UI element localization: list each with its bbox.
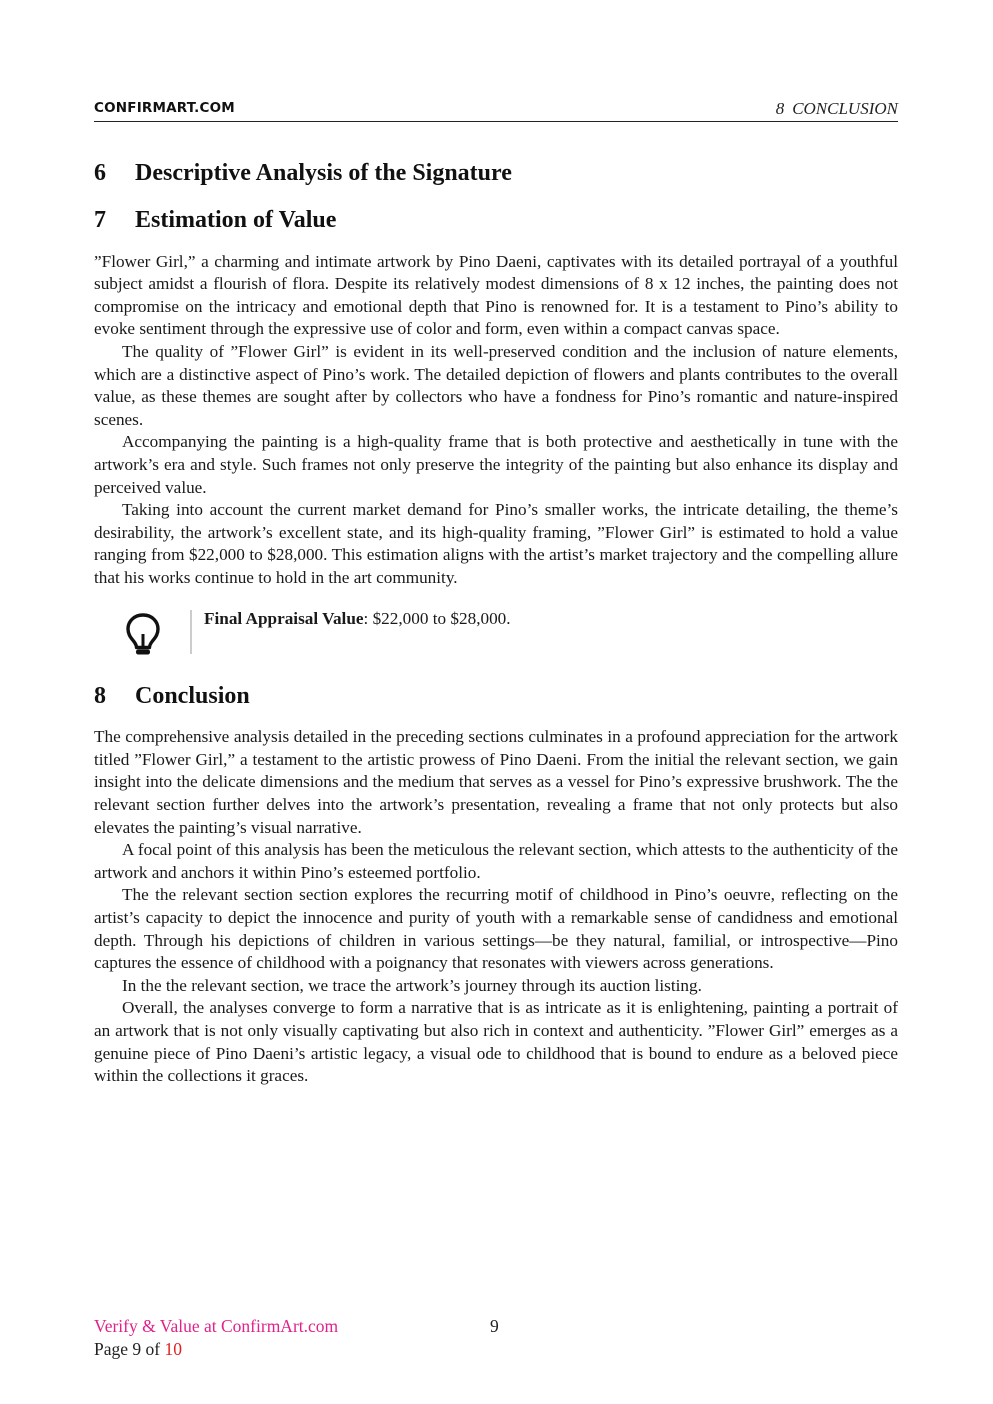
running-section-title: CONCLUSION <box>792 99 898 118</box>
total-pages-link[interactable]: 10 <box>164 1339 182 1359</box>
page-counter-prefix: Page 9 of <box>94 1339 165 1359</box>
paragraph: A focal point of this analysis has been the meticulous the relevant section, which attests to the authenticity of the artwork and anchors it within Pino’s esteemed portfolio. <box>94 840 898 882</box>
confirmart-logo[interactable]: CONFIRMART.COM <box>94 100 235 116</box>
running-section-number: 8 <box>775 99 785 118</box>
appraisal-label: Final Appraisal Value <box>204 608 364 628</box>
verify-value-link[interactable]: Verify & Value at ConfirmArt.com <box>94 1316 339 1336</box>
section-number: 8 <box>94 682 106 709</box>
section-heading-7 <box>94 206 898 235</box>
running-header <box>776 99 898 119</box>
appraisal-callout <box>94 608 898 658</box>
section-number: 7 <box>94 206 106 233</box>
paragraph: The the relevant section section explores the recurring motif of childhood in Pino’s oeuvre, reflecting on the artist’s capacity to depict the innocence and purity of youth with a remarkable sense of candidness and emotional depth. Through his depictions of children in various settings—be they natural, familial, or introspective—Pino captures the essence of childhood with a poignancy that resonates with viewers across generations. <box>94 885 898 973</box>
paragraph: Accompanying the painting is a high-quality frame that is both protective and aesthetically in tune with the artwork’s era and style. Such frames not only preserve the integrity of the painting but also enhance its display and perceived value. <box>94 432 898 497</box>
paragraph: The comprehensive analysis detailed in the preceding sections culminates in a profound appreciation for the artwork titled ”Flower Girl,” a testament to the artistic prowess of Pino Daeni. From the initial the relevant section, we gain insight into the delicate dimensions and the medium that serves as a vessel for Pino’s expressive brushwork. The the relevant section further delves into the artwork’s presentation, revealing a frame that not only protects but also elevates the painting’s visual narrative. <box>94 727 898 837</box>
paragraph: Overall, the analyses converge to form a narrative that is as intricate as it is enlightening, painting a portrait of an artwork that is not only visually captivating but also rich in context and authenticity. ”Flower Girl” emerges as a genuine piece of Pino Daeni’s artistic legacy, a visual ode to childhood that is bound to endure as a beloved piece within the collections it graces. <box>94 998 898 1086</box>
section-number: 6 <box>94 160 106 186</box>
section-title: Descriptive Analysis of the Signature <box>135 160 512 186</box>
section-title: Estimation of Value <box>135 206 337 233</box>
callout-divider <box>190 610 192 654</box>
section-heading-6 <box>94 159 898 188</box>
section-heading-8 <box>94 682 898 711</box>
page-counter <box>94 1339 182 1360</box>
page-number: 9 <box>490 1316 499 1336</box>
lightbulb-icon <box>124 612 162 658</box>
paragraph: In the the relevant section, we trace the artwork’s journey through its auction listing. <box>122 975 702 995</box>
callout-text <box>204 609 511 629</box>
page-content <box>94 155 898 1088</box>
paragraph: ”Flower Girl,” a charming and intimate artwork by Pino Daeni, captivates with its detailed portrayal of a youthful subject amidst a flourish of flora. Despite its relatively modest dimensions of 8 x 12 inches, the painting does not compromise on the intricacy and emotional depth that Pino is renowned for. It is a testament to Pino’s ability to evoke sentiment through the expressive use of color and form, even within a compact canvas space. <box>94 251 898 339</box>
appraisal-value: : $22,000 to $28,000. <box>363 608 511 628</box>
paragraph: Taking into account the current market demand for Pino’s smaller works, the intricate detailing, the theme’s desirability, the artwork’s excellent state, and its high-quality framing, ”Flower Girl” is estimated to hold a value ranging from $22,000 to $28,000. This estimation aligns with the artist’s market trajectory and the compelling allure that his works continue to hold in the art community. <box>94 500 898 587</box>
page-header <box>94 99 898 122</box>
section-title: Conclusion <box>135 682 250 709</box>
paragraph: The quality of ”Flower Girl” is evident in its well-preserved condition and the inclusion of nature elements, which are a distinctive aspect of Pino’s work. The detailed depiction of flowers and plants contributes to the overall value, as these themes are sought after by collectors who have a fondness for Pino’s romantic and nature-inspired scenes. <box>94 341 898 429</box>
